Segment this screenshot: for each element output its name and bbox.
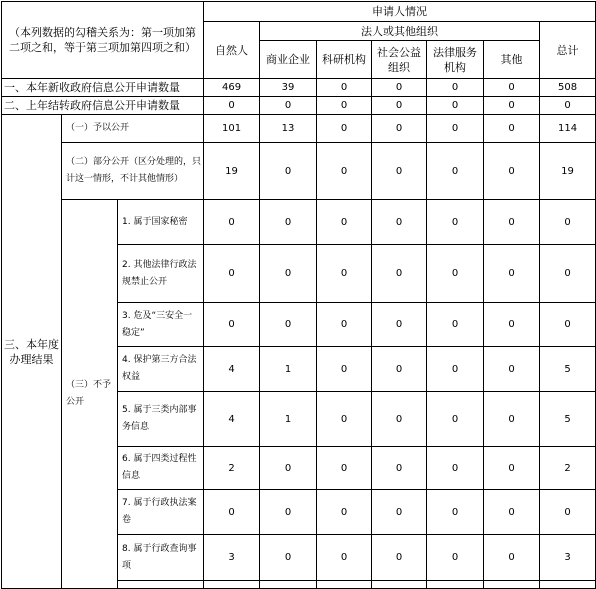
row-label: 8. 属于行政查询事项 — [118, 535, 204, 581]
cell: 5 — [540, 347, 596, 392]
cell: 0 — [427, 447, 484, 490]
cell: 3 — [540, 535, 596, 581]
cell: 2 — [204, 447, 260, 490]
cell: 0 — [317, 303, 372, 347]
cell: 0 — [372, 79, 427, 97]
cell: 0 — [317, 143, 372, 200]
row-label: 4. 保护第三方合法权益 — [118, 347, 204, 392]
cell: 39 — [260, 79, 317, 97]
cell: 0 — [540, 97, 596, 115]
cell: 114 — [540, 115, 596, 143]
cell: 0 — [484, 97, 540, 115]
section3-label: 三、本年度办理结果 — [2, 115, 62, 589]
cell: 0 — [427, 97, 484, 115]
cell: 0 — [372, 245, 427, 303]
denied-label: （三）不予公开 — [62, 200, 118, 589]
header-research: 科研机构 — [317, 41, 372, 79]
cell: 0 — [317, 200, 372, 245]
cell: 0 — [260, 143, 317, 200]
cell: 1 — [260, 347, 317, 392]
cell: 0 — [372, 97, 427, 115]
header-total: 总计 — [540, 22, 596, 79]
cell: 0 — [484, 143, 540, 200]
cell: 0 — [484, 79, 540, 97]
cell: 101 — [204, 115, 260, 143]
row-label: （二）部分公开（区分处理的，只计这一情形，不计其他情形） — [62, 143, 204, 200]
cell: 0 — [317, 392, 372, 447]
row-label: 2. 其他法律行政法规禁止公开 — [118, 245, 204, 303]
cell: 13 — [260, 115, 317, 143]
row-label: 5. 属于三类内部事务信息 — [118, 392, 204, 447]
cell: 0 — [372, 392, 427, 447]
cell: 0 — [260, 97, 317, 115]
cell: 0 — [484, 392, 540, 447]
header-natural-person: 自然人 — [204, 22, 260, 79]
cell: 0 — [484, 200, 540, 245]
cell: 0 — [540, 490, 596, 535]
header-other: 其他 — [484, 41, 540, 79]
cell: 0 — [260, 535, 317, 581]
table-row — [2, 115, 596, 143]
cell: 19 — [540, 143, 596, 200]
cell: 0 — [372, 490, 427, 535]
cell: 0 — [484, 447, 540, 490]
cell: 0 — [317, 535, 372, 581]
cell: 0 — [427, 200, 484, 245]
header-commercial: 商业企业 — [260, 41, 317, 79]
cell: 0 — [484, 535, 540, 581]
cell: 0 — [372, 143, 427, 200]
cell: 0 — [204, 303, 260, 347]
cell: 0 — [204, 97, 260, 115]
cell: 0 — [484, 347, 540, 392]
cell: 0 — [427, 143, 484, 200]
cell: 2 — [540, 447, 596, 490]
cell: 0 — [427, 347, 484, 392]
cell: 0 — [540, 245, 596, 303]
cell: 0 — [204, 245, 260, 303]
cell: 469 — [204, 79, 260, 97]
cell: 0 — [260, 490, 317, 535]
cell: 0 — [204, 200, 260, 245]
cell: 0 — [540, 200, 596, 245]
cell: 3 — [204, 535, 260, 581]
cell: 0 — [427, 245, 484, 303]
cell: 0 — [260, 200, 317, 245]
cell: 0 — [372, 535, 427, 581]
row-label: 1. 属于国家秘密 — [118, 200, 204, 245]
header-social: 社会公益组织 — [372, 41, 427, 79]
cell: 19 — [204, 143, 260, 200]
row-label: 3. 危及“三安全一稳定” — [118, 303, 204, 347]
table-row — [2, 143, 596, 200]
cell: 0 — [372, 303, 427, 347]
cell: 508 — [540, 79, 596, 97]
cell: 4 — [204, 347, 260, 392]
cell: 0 — [427, 392, 484, 447]
row-label: 7. 属于行政执法案卷 — [118, 490, 204, 535]
table-row — [2, 97, 596, 115]
row-label: 一、本年新收政府信息公开申请数量 — [2, 79, 204, 97]
cell: 1 — [260, 392, 317, 447]
cell: 0 — [484, 115, 540, 143]
cell: 0 — [372, 347, 427, 392]
cell: 0 — [427, 535, 484, 581]
cell: 5 — [540, 392, 596, 447]
cell: 0 — [484, 303, 540, 347]
cell: 4 — [204, 392, 260, 447]
cell: 0 — [427, 490, 484, 535]
cell: 0 — [540, 303, 596, 347]
cell: 0 — [204, 490, 260, 535]
cell: 0 — [317, 245, 372, 303]
row-label: 6. 属于四类过程性信息 — [118, 447, 204, 490]
cell: 0 — [427, 79, 484, 97]
cell: 0 — [260, 245, 317, 303]
row-label: （一）予以公开 — [62, 115, 204, 143]
row-label: 二、上年结转政府信息公开申请数量 — [2, 97, 204, 115]
cell: 0 — [317, 79, 372, 97]
cell: 0 — [317, 115, 372, 143]
cell: 0 — [484, 490, 540, 535]
table-row — [2, 79, 596, 97]
header-legal-service: 法律服务机构 — [427, 41, 484, 79]
cell: 0 — [260, 447, 317, 490]
cell: 0 — [260, 303, 317, 347]
cell: 0 — [427, 115, 484, 143]
cell: 0 — [372, 447, 427, 490]
cell: 0 — [427, 303, 484, 347]
table-row — [2, 200, 596, 245]
header-applicant: 申请人情况 — [204, 2, 596, 22]
cell: 0 — [484, 245, 540, 303]
header-legal-group: 法人或其他组织 — [260, 22, 540, 41]
cell: 0 — [372, 115, 427, 143]
header-corner-note: （本列数据的勾稽关系为：第一项加第二项之和，等于第三项加第四项之和） — [2, 2, 204, 79]
cell: 0 — [317, 447, 372, 490]
cell: 0 — [317, 347, 372, 392]
cell: 0 — [317, 490, 372, 535]
cell: 0 — [372, 200, 427, 245]
cell: 0 — [317, 97, 372, 115]
disclosure-stats-table — [1, 1, 596, 589]
